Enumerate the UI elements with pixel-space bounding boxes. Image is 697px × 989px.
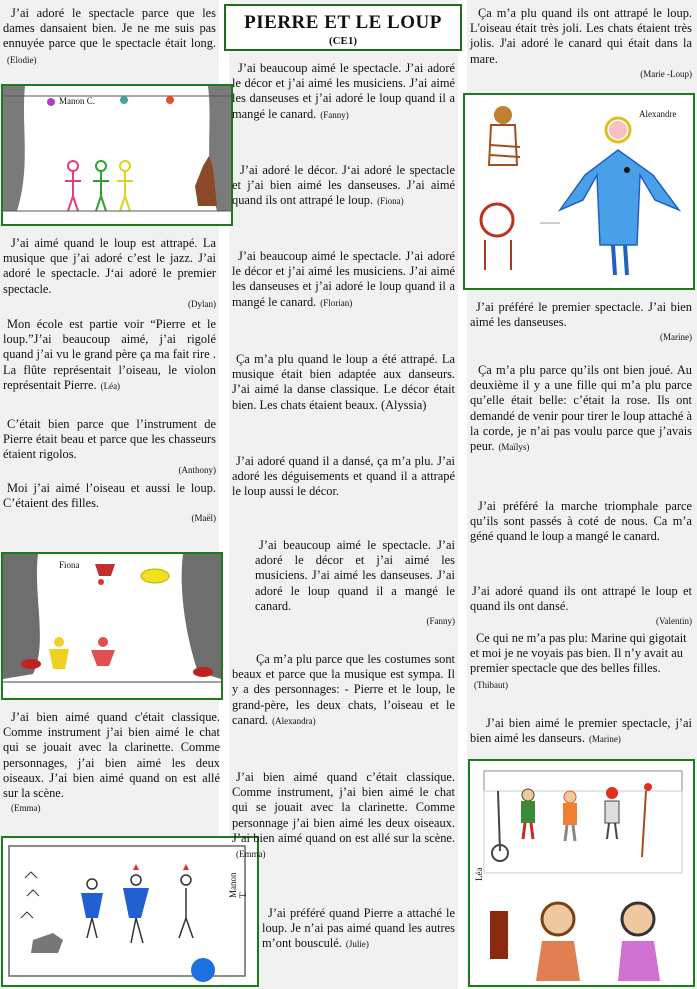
comment-marine-2: J’ai bien aimé le premier spectacle, j’ai bien aimé les danseurs. (Marine): [470, 716, 692, 746]
signature: (Dylan): [188, 298, 216, 309]
artist-name: Léa: [474, 867, 484, 881]
signature: (Thibaut): [474, 679, 508, 690]
comment-marine-1: J’ai préféré le premier spectacle. J’ai bien aimé les danseuses. (Marine): [470, 300, 692, 346]
dancers-drawing: [465, 95, 693, 288]
signature: (Valentin): [656, 616, 692, 627]
page-title: PIERRE ET LE LOUP: [244, 12, 442, 33]
signature: (Marie -Loup): [640, 68, 692, 79]
comment-mael: Moi j’ai aimé l’oiseau et aussi le loup. C’étaient des filles. (Maël): [3, 481, 216, 527]
signature: (Marine): [588, 734, 621, 745]
drawing-lea: [468, 759, 695, 987]
drawing-fiona: [1, 552, 223, 700]
comment-dylan: J’ai aimé quand le loup est attrapé. La musique que j’ai adoré c’est le jazz. J’ai adoré le spectacle. J‘ai adoré le premier spectacle. (Dylan): [3, 236, 216, 312]
comment-fiona: J’ai adoré le décor. J‘ai adoré le spectacle et j’ai bien aimé les danseuses. J’ai aimé quand ils ont attrapé le loup. (Fiona): [232, 163, 455, 208]
stage-drawing: [3, 838, 257, 985]
signature: (Marine): [660, 332, 692, 343]
signature: (Alexandra): [272, 715, 316, 726]
comment-lea: Mon école est partie voir “Pierre et le loup.”J’ai beaucoup aimé, j’ai rigolé quand j’ai vu le grand père ça ma fait rire . La flûte représentait l’oiseau, le violon représentait Pierre. (Léa): [3, 317, 216, 392]
signature: (Emma): [236, 849, 266, 860]
signature: (Emma): [11, 803, 41, 814]
comment-anthony: C’était bien parce que l’instrument de Pierre était beau et parce que les chasseurs étaient rigolos. (Anthony): [3, 417, 216, 478]
signature: (Maël): [191, 513, 216, 524]
artist-name: Manon C.: [59, 96, 95, 106]
drawing-manon-t: [1, 836, 259, 987]
comment-alyssia: Ça m’a plu quand le loup a été attrapé. La musique était bien adaptée aux danseurs. J’ai aimé la danse classique. Le décor était bien. Les chats étaient beaux. (Alyssia): [232, 352, 455, 412]
signature: (Fanny): [426, 616, 455, 627]
signature: (Fanny): [320, 109, 349, 120]
comment-marie-loup: Ça m’a plu quand ils ont attrapé le loup. L'oiseau était très joli. Les chats étaient très jolis. J'ai adoré le canard qui était dans la mare. (Marie -Loup): [470, 6, 692, 82]
comment-marche: J’ai préféré la marche triomphale parce qu’ils sont passés à coté de nous. Ca m’a géné quand le loup a mangé le canard.: [470, 499, 692, 544]
stage-drawing: [3, 86, 231, 224]
artist-name: Alexandre: [639, 109, 677, 119]
comment-elodie: J’ai adoré le spectacle parce que les dames dansaient bien. Je ne me suis pas ennuyée parce que le spectacle était long.(Elodie): [3, 6, 216, 65]
stage-drawing: [3, 554, 221, 698]
signature: (Fiona): [377, 196, 404, 207]
musicians-drawing: [470, 761, 693, 985]
page-subtitle: (CE1): [328, 35, 358, 47]
signature: (Florian): [320, 297, 353, 308]
comment-danse: J’ai adoré quand il a dansé, ça m’a plu. J’ai adoré les déguisements et quand il a attrapé le loup aussi le décor.: [232, 454, 455, 499]
comment-thibaut: Ce qui ne m’a pas plu: Marine qui gigotait et moi je ne voyais pas bien. Il n’y avait au premier spectacle que des belles filles.(Thibaut): [470, 631, 687, 690]
comment-emma-middle: J’ai bien aimé quand c’était classique. Comme instrument, j’ai bien aimé le chat qui se jouait avec la clarinette. Comme personnage j’ai bien aimé les deux oiseaux. J’ai bien aimé quand on est allé sur la scène.(Emma): [232, 770, 455, 860]
drawing-manon-c: [1, 84, 233, 226]
comment-florian: J’ai beaucoup aimé le spectacle. J’ai adoré le décor et j’ai aimé les musiciens. J’ai aimé les danseuses et j’ai adoré le loup quand il a mangé le canard. (Florian): [232, 249, 455, 309]
comment-fanny-2: J’ai beaucoup aimé le spectacle. J’ai adoré le décor et j’ai aimé les musiciens. J’ai aimé les danseuses. J’ai adoré le loup quand il a mangé le canard. (Fanny): [255, 538, 455, 629]
comment-alexandra: Ça m’a plu parce que les costumes sont beaux et parce que la musique est sympa. Il y a des personnages: - Pierre et le loup, le grand-père, les deux chats, l’oiseau et le canard. (Alexandra): [232, 652, 455, 727]
signature: (Julie): [345, 939, 369, 950]
signature: (Elodie): [7, 54, 37, 65]
signature: (Anthony): [178, 464, 216, 475]
comment-emma-left: J’ai bien aimé quand c'était classique. Comme instrument j’ai bien aimé le chat qui se jouait avec la clarinette. Comme personnages, j’ai bien aimé les deux oiseaux. J’ai bien aimé quand on est allé sur la scène. (Emma): [3, 710, 220, 816]
signature: (Maïlys): [498, 442, 530, 453]
comment-valentin: J’ai adoré quand ils ont attrapé le loup et quand ils ont dansé. (Valentin): [470, 584, 692, 630]
page-title-box: [224, 4, 462, 51]
comment-fanny-1: J’ai beaucoup aimé le spectacle. J’ai adoré le décor et j’ai aimé les musiciens. J’ai aimé les danseuses et j’ai adoré le loup quand il a mangé le canard. (Fanny): [232, 61, 455, 121]
artist-name: Fiona: [59, 560, 80, 570]
signature: (Léa): [100, 380, 121, 391]
drawing-alexandre: [463, 93, 695, 290]
artist-name: Manon T.: [228, 872, 248, 898]
comment-julie: J’ai préféré quand Pierre a attaché le loup. Je n’ai pas aimé quand les autres m’ont bousculé. (Julie): [262, 906, 455, 951]
comment-mailys: Ça m’a plu parce qu’ils ont bien joué. Au deuxième il y a une fille qui m’a plu parce qu’elle était belle: c’était la rose. Ils ont demandé de venir pour tirer le loup attaché à la corde, je n’ai pas voulu parce que j’avais peur. (Maïlys): [470, 363, 692, 454]
